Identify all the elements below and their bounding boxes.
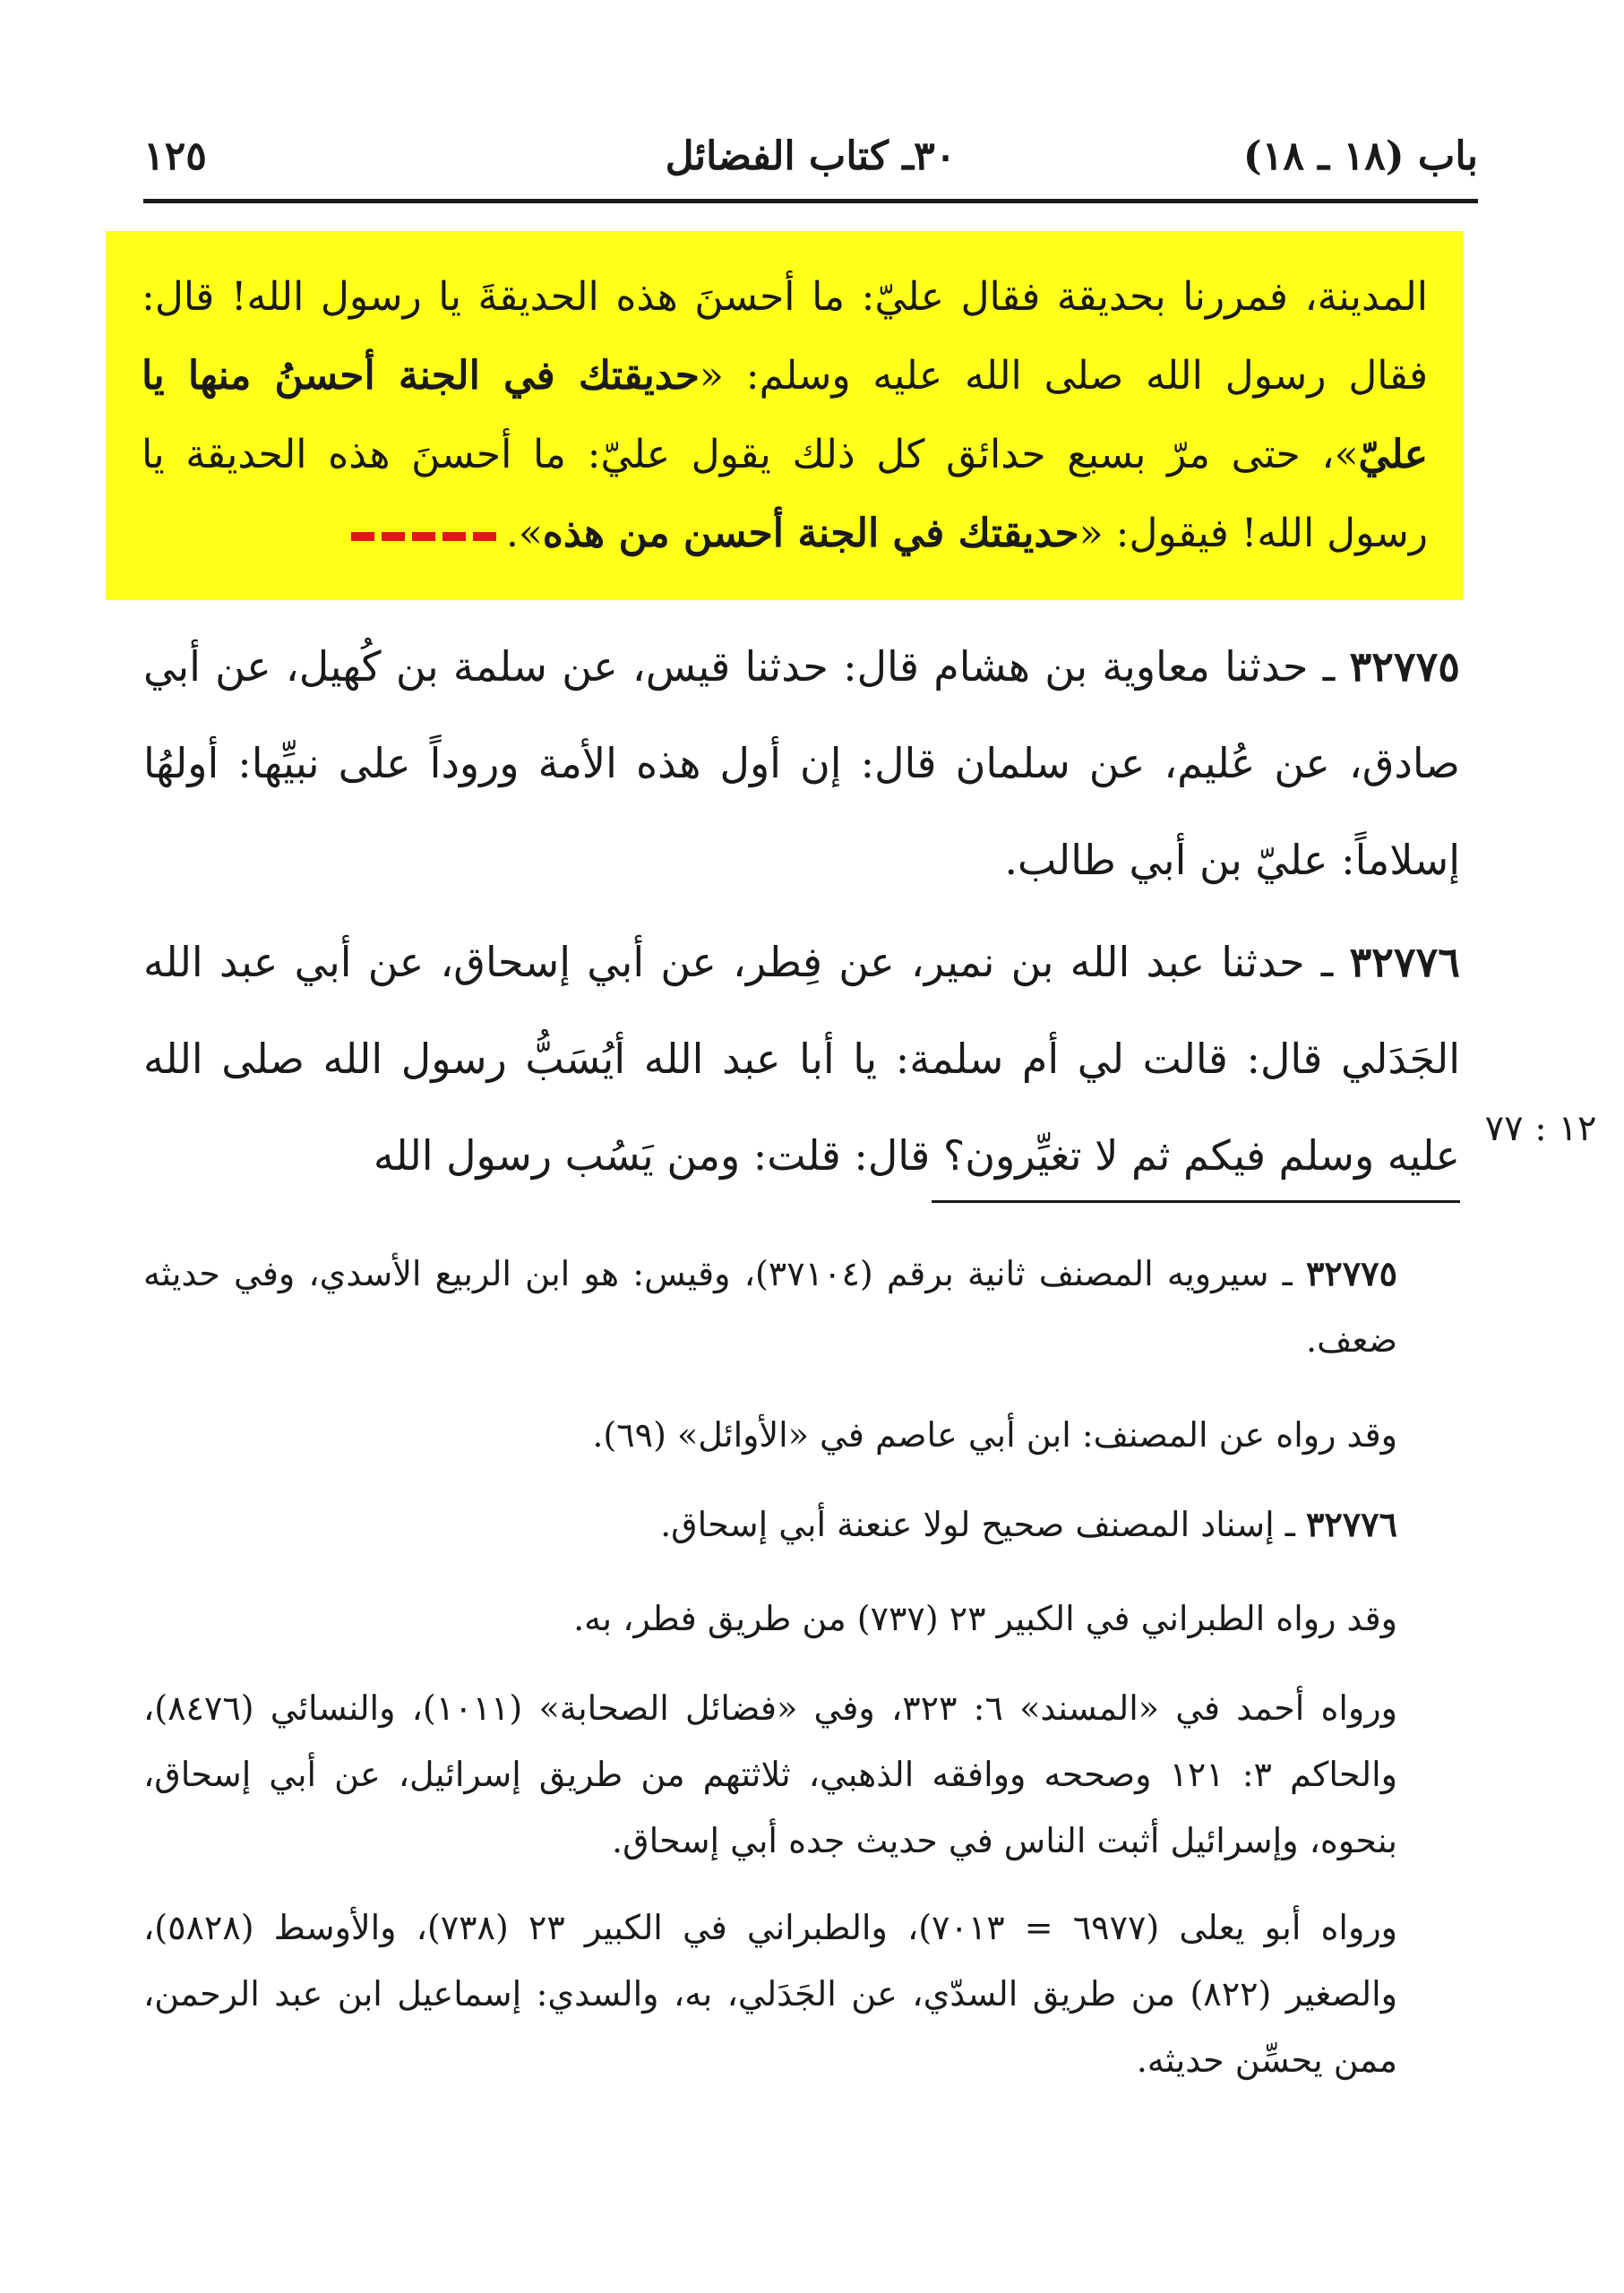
red-dashed-marker	[351, 532, 499, 541]
hadith-number: ٣٢٧٧٥	[1349, 642, 1460, 691]
hadith-text: ـ حدثنا معاوية بن هشام قال: حدثنا قيس، عن سلمة بن كُهيل، عن أبي صادق، عن عُليم، عن سلمان قال: إن أول هذه الأمة وروداً على نبيِّها: أولهُا إسلاماً: عليّ بن أبي طالب.	[143, 642, 1460, 884]
hadith-32776	[143, 914, 1460, 1204]
footnote-32775	[143, 1241, 1460, 1373]
footnote-separator	[932, 1200, 1460, 1203]
page-header	[143, 125, 1478, 188]
footnote-32776	[143, 1491, 1460, 1558]
book-title: ٣٠ـ كتاب الفضائل	[665, 133, 957, 179]
highlight-text-part1: المدينة، فمررنا بحديقة فقال عليّ: ما أحسنَ هذه الحديقةَ يا رسول الله! قال: فقال رسول الله صلى الله عليه وسلم: «	[142, 274, 1428, 399]
chapter-heading: باب (١٨ ـ ١٨)	[1242, 133, 1478, 179]
footnote-text: ـ إسناد المصنف صحيح لولا عنعنة أبي إسحاق.	[660, 1505, 1306, 1544]
footnote-number: ٣٢٧٧٦	[1305, 1504, 1397, 1544]
footnote-line: وقد رواه عن المصنف: ابن أبي عاصم في «الأوائل» (٦٩).	[592, 1415, 1397, 1455]
hadith-32775	[143, 618, 1460, 908]
highlight-text-part3: ».	[505, 511, 543, 556]
margin-reference: ١٢ : ٧٧	[1484, 1108, 1597, 1149]
highlight-text-part2: »، حتى مرّ بسبع حدائق كل ذلك يقول عليّ: ما أحسنَ هذه الحديقة يا رسول الله! فيقول: «	[142, 432, 1428, 556]
footnote-line: ورواه أحمد في «المسند» ٦: ٣٢٣، وفي «فضائل الصحابة» (١٠١١)، والنسائي (٨٤٧٦)، والحاكم ٣: ١٢١ وصححه ووافقه الذهبي، ثلاثتهم من طريق إسرائيل، عن أبي إسحاق، بنحوه، وإسرائيل أثبت الناس في حديث جده أبي إسحاق.	[143, 1688, 1397, 1860]
highlight-bold-quote-2: حديقتك في الجنة أحسن من هذه	[542, 511, 1079, 556]
highlighted-text	[142, 258, 1428, 573]
highlighted-passage	[106, 231, 1464, 600]
footnote-text: ـ سيرويه المصنف ثانية برقم (٣٧١٠٤)، وقيس: هو ابن الربيع الأسدي، وفي حديثه ضعف.	[143, 1254, 1397, 1360]
hadith-text: ـ حدثنا عبد الله بن نمير، عن فِطر، عن أبي إسحاق، عن أبي عبد الله الجَدَلي قال: قالت لي أم سلمة: يا أبا عبد الله أيُسَبُّ رسول الله صلى الله عليه وسلم فيكم ثم لا تغيِّرون؟ قال: قلت: ومن يَسُب رسول الله	[143, 938, 1460, 1180]
header-rule	[143, 199, 1478, 203]
footnote-line: وقد رواه الطبراني في الكبير ٢٣ (٧٣٧) من طريق فطر، به.	[573, 1599, 1397, 1638]
page-number: ١٢٥	[143, 133, 207, 179]
footnote-line: ورواه أبو يعلى (٦٩٧٧ = ٧٠١٣)، والطبراني في الكبير ٢٣ (٧٣٨)، والأوسط (٥٨٢٨)، والصغير (٨٢٢) من طريق السدّي، عن الجَدَلي، به، والسدي: إسماعيل ابن عبد الرحمن، ممن يحسِّن حديثه.	[143, 1908, 1398, 2080]
hadith-number: ٣٢٧٧٦	[1349, 938, 1460, 986]
footnote-number: ٣٢٧٧٥	[1305, 1253, 1397, 1293]
highlight-bold-quote-1: حديقتك في الجنة أحسنُ منها يا عليّ	[142, 353, 1428, 477]
